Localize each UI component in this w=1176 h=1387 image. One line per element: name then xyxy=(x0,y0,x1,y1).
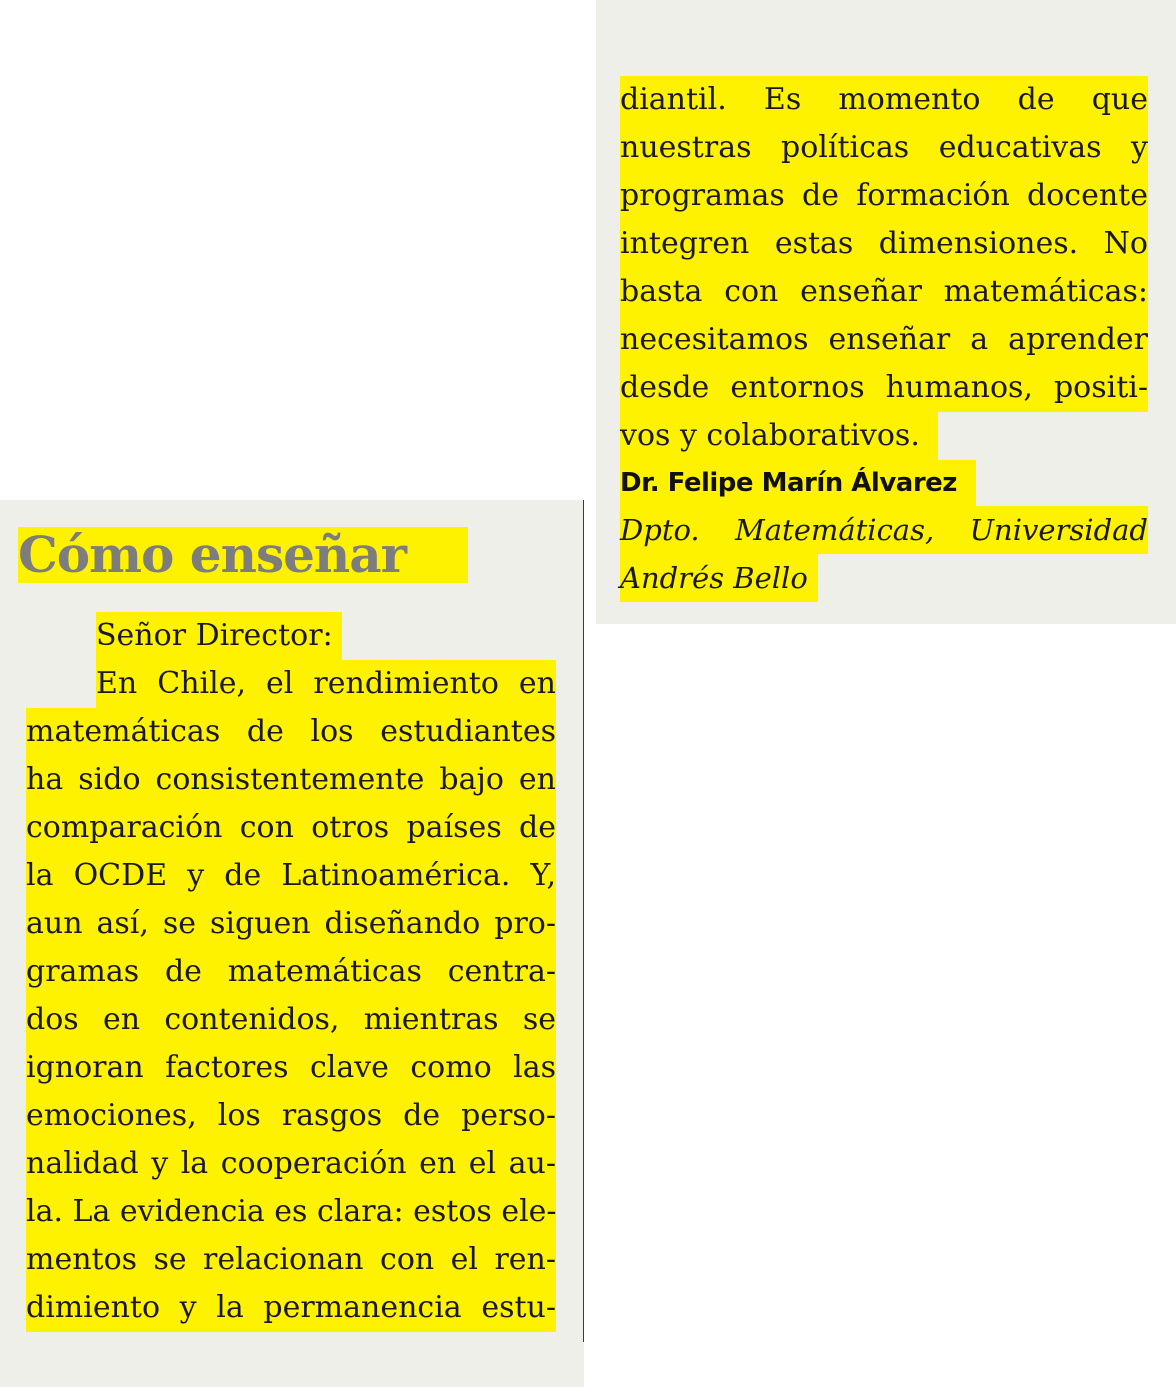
body-line: necesitamos enseñar a aprender xyxy=(620,316,1148,364)
author-signature: Dr. Felipe Marín Álvarez xyxy=(620,460,976,506)
body-line: la OCDE y de Latinoamérica. Y, xyxy=(26,852,556,900)
body-line-first: En Chile, el rendimiento en xyxy=(96,660,556,708)
body-line: integren estas dimensiones. No xyxy=(620,220,1148,268)
body-line: diantil. Es momento de que xyxy=(620,76,1148,124)
body-line: desde entornos humanos, positi- xyxy=(620,364,1148,412)
body-line: nuestras políticas educativas y xyxy=(620,124,1148,172)
body-line: mentos se relacionan con el ren- xyxy=(26,1236,556,1284)
letter-title: Cómo enseñar xyxy=(18,527,468,583)
body-line: basta con enseñar matemáticas: xyxy=(620,268,1148,316)
body-line: dos en contenidos, mientras se xyxy=(26,996,556,1044)
body-line: ha sido consistentemente bajo en xyxy=(26,756,556,804)
body-line: matemáticas de los estudiantes xyxy=(26,708,556,756)
author-affiliation-cont: Andrés Bello xyxy=(620,554,818,602)
body-line: dimiento y la permanencia estu- xyxy=(26,1284,556,1332)
body-line: ignoran factores clave como las xyxy=(26,1044,556,1092)
salutation: Señor Director: xyxy=(96,612,342,660)
body-line: comparación con otros países de xyxy=(26,804,556,852)
body-line: programas de formación docente xyxy=(620,172,1148,220)
body-line: nalidad y la cooperación en el au- xyxy=(26,1140,556,1188)
body-line: aun así, se siguen diseñando pro- xyxy=(26,900,556,948)
column-rule xyxy=(583,500,584,1342)
body-line: gramas de matemáticas centra- xyxy=(26,948,556,996)
body-line: emociones, los rasgos de perso- xyxy=(26,1092,556,1140)
body-line-last: vos y colaborativos. xyxy=(620,412,938,460)
body-line: la. La evidencia es clara: estos ele- xyxy=(26,1188,556,1236)
author-affiliation: Dpto. Matemáticas, Universidad xyxy=(620,506,1148,554)
